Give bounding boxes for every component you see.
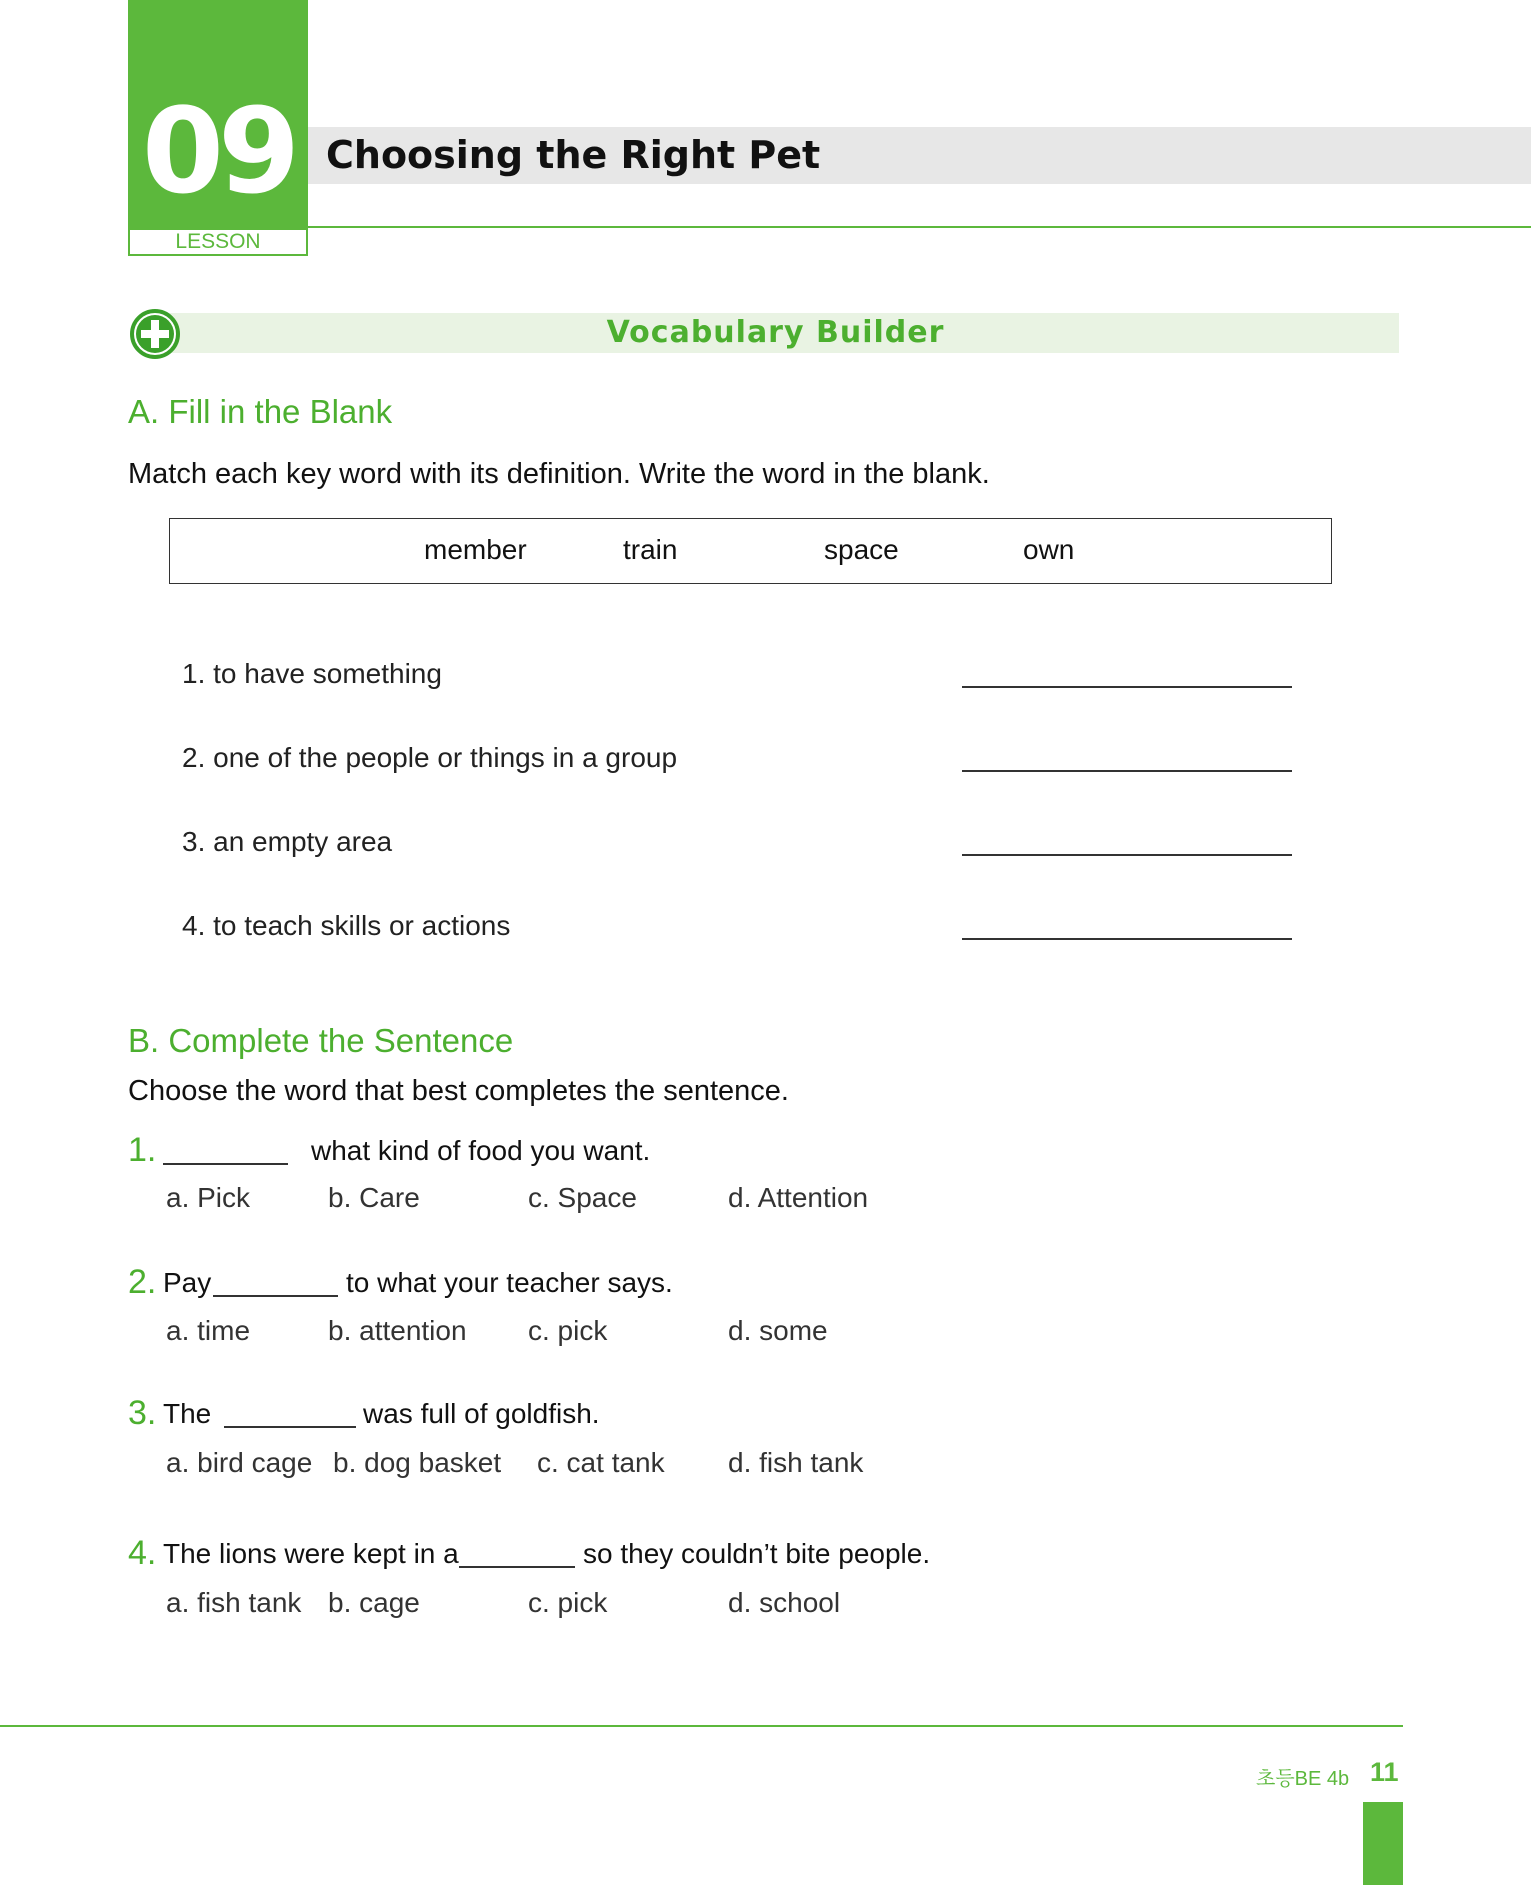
answer-option[interactable]: b. dog basket — [333, 1447, 502, 1478]
answer-option[interactable]: d. some — [728, 1315, 828, 1346]
definition-item: 1. to have something — [182, 658, 442, 689]
question-number: 4. — [128, 1534, 157, 1572]
answer-option[interactable]: b. Care — [328, 1182, 420, 1213]
banner-title: Vocabulary Builder — [606, 315, 945, 350]
question-text-before: The — [163, 1398, 212, 1429]
word-bank — [169, 518, 1332, 584]
answer-option[interactable]: c. pick — [528, 1315, 608, 1346]
question-text-after: was full of goldfish. — [363, 1398, 600, 1429]
answer-option[interactable]: d. school — [728, 1587, 841, 1618]
answer-option[interactable]: d. fish tank — [728, 1447, 864, 1478]
page-number: 11 — [1370, 1757, 1399, 1787]
answer-option[interactable]: a. fish tank — [166, 1587, 302, 1618]
answer-option[interactable]: b. attention — [328, 1315, 467, 1346]
answer-option[interactable]: c. cat tank — [537, 1447, 665, 1478]
footer-divider — [0, 1725, 1403, 1727]
question-number: 2. — [128, 1263, 157, 1301]
section-b-heading: B. Complete the Sentence — [128, 1022, 514, 1059]
answer-blank[interactable] — [962, 938, 1292, 940]
question-number: 3. — [128, 1394, 157, 1432]
answer-option[interactable]: a. Pick — [166, 1182, 251, 1213]
answer-blank[interactable] — [962, 854, 1292, 856]
question-text-after: so they couldn’t bite people. — [583, 1538, 931, 1569]
footer-book-label: 초등BE 4b — [1256, 1768, 1350, 1790]
title-divider — [308, 226, 1531, 228]
answer-option[interactable]: a. time — [166, 1315, 251, 1346]
sentence-blank[interactable] — [224, 1426, 356, 1428]
answer-option[interactable]: b. cage — [328, 1587, 420, 1618]
question-text-after: what kind of food you want. — [311, 1135, 651, 1166]
word-bank-item: space — [824, 534, 899, 565]
word-bank-item: train — [623, 534, 678, 565]
definition-item: 4. to teach skills or actions — [182, 910, 511, 941]
answer-option[interactable]: a. bird cage — [166, 1447, 313, 1478]
sentence-blank[interactable] — [163, 1163, 288, 1165]
answer-option[interactable]: c. Space — [528, 1182, 637, 1213]
question-text-before: Pay — [163, 1267, 212, 1298]
question-text-before: The lions were kept in a — [163, 1538, 459, 1569]
answer-option[interactable]: d. Attention — [728, 1182, 869, 1213]
lesson-label: LESSON — [128, 228, 308, 256]
answer-blank[interactable] — [962, 770, 1292, 772]
sentence-blank[interactable] — [459, 1566, 575, 1568]
answer-blank[interactable] — [962, 686, 1292, 688]
page-tab — [1363, 1802, 1403, 1885]
section-b-instruction: Choose the word that best completes the sentence. — [128, 1075, 789, 1107]
lesson-title: Choosing the Right Pet — [326, 133, 821, 177]
section-a-heading: A. Fill in the Blank — [128, 393, 393, 430]
plus-circle-icon — [130, 309, 180, 359]
answer-option[interactable]: c. pick — [528, 1587, 608, 1618]
word-bank-item: own — [1023, 534, 1075, 565]
sentence-blank[interactable] — [213, 1295, 338, 1297]
definition-item: 3. an empty area — [182, 826, 393, 857]
section-a-instruction: Match each key word with its definition. Write the word in the blank. — [128, 458, 990, 490]
question-number: 1. — [128, 1131, 157, 1169]
word-bank-item: member — [424, 534, 527, 565]
lesson-number: 09 — [141, 82, 295, 220]
question-text-after: to what your teacher says. — [346, 1267, 673, 1298]
definition-item: 2. one of the people or things in a group — [182, 742, 678, 773]
